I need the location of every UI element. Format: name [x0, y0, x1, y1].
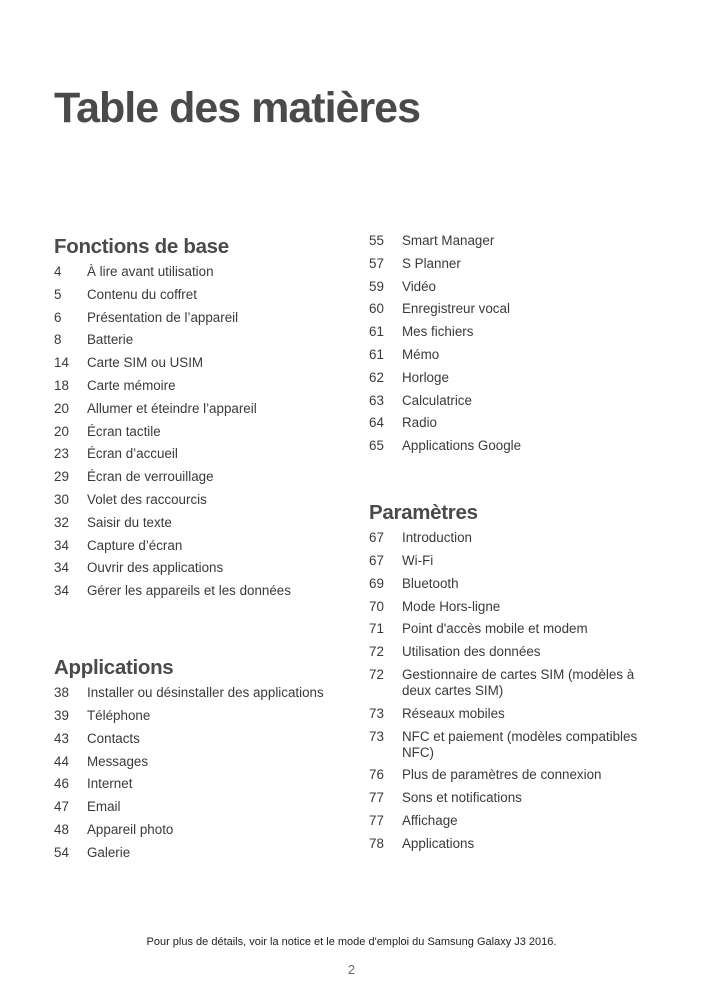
toc-entry[interactable]	[369, 576, 659, 592]
toc-entry-title: Introduction	[402, 530, 472, 546]
toc-entry-title: Écran de verrouillage	[87, 469, 214, 485]
toc-entry[interactable]	[369, 644, 659, 660]
toc-entry[interactable]	[54, 401, 344, 417]
toc-entry[interactable]	[54, 492, 344, 508]
toc-entry-page-number: 76	[369, 767, 384, 783]
toc-entry-title: Volet des raccourcis	[87, 491, 207, 507]
toc-entry-page-number: 72	[369, 666, 384, 682]
toc-entry[interactable]	[369, 790, 659, 806]
toc-entry-page-number: 67	[369, 552, 384, 568]
toc-entry-page-number: 63	[369, 392, 384, 408]
toc-entry-page-number: 71	[369, 621, 384, 637]
toc-entry-title: Saisir du texte	[87, 514, 172, 530]
toc-entry[interactable]	[369, 393, 659, 409]
toc-entry-title: Gestionnaire de cartes SIM (modèles à deux cartes SIM)	[402, 666, 635, 698]
toc-left-column	[54, 230, 344, 868]
page-number: 2	[347, 962, 356, 977]
toc-list-fonctions-de-base	[54, 264, 344, 599]
toc-entry-page-number: 70	[369, 598, 384, 614]
toc-entry-page-number: 34	[54, 537, 69, 553]
toc-entry-title: NFC et paiement (modèles compatibles NFC)	[402, 728, 638, 760]
toc-entry[interactable]	[54, 845, 344, 861]
toc-entry-title: Mémo	[402, 346, 440, 362]
toc-entry-page-number: 47	[54, 799, 69, 815]
toc-entry[interactable]	[54, 378, 344, 394]
toc-entry-title: Utilisation des données	[402, 644, 541, 660]
toc-entry-title: Téléphone	[87, 707, 151, 723]
toc-entry-page-number: 6	[54, 309, 62, 325]
toc-entry-page-number: 64	[369, 415, 384, 431]
toc-entry-title: Bluetooth	[402, 575, 459, 591]
toc-entry[interactable]	[54, 424, 344, 440]
toc-entry[interactable]	[369, 667, 659, 699]
toc-entry[interactable]	[54, 538, 344, 554]
section-applications-continued	[369, 233, 659, 454]
toc-entry-title: Vidéo	[402, 278, 437, 294]
toc-entry[interactable]	[369, 553, 659, 569]
toc-entry-title: Présentation de l’appareil	[87, 309, 239, 325]
footer-note: Pour plus de détails, voir la notice et le mode d'emploi du Samsung Galaxy J3 2016.	[146, 936, 557, 948]
toc-entry-title: Plus de paramètres de connexion	[402, 767, 602, 783]
toc-entry[interactable]	[369, 530, 659, 546]
toc-entry[interactable]	[369, 256, 659, 272]
toc-entry-page-number: 4	[54, 264, 62, 279]
section-heading-fonctions-de-base[interactable]: Fonctions de base	[54, 235, 229, 258]
toc-entry[interactable]	[54, 264, 344, 280]
toc-entry[interactable]	[369, 767, 659, 783]
toc-entry-title: Allumer et éteindre l’appareil	[87, 400, 257, 416]
toc-entry-page-number: 60	[369, 301, 384, 317]
section-applications	[54, 651, 344, 861]
toc-entry-page-number: 61	[369, 324, 384, 340]
toc-list-applications	[54, 685, 344, 861]
toc-entry-title: Contenu du coffret	[87, 286, 197, 302]
toc-entry[interactable]	[54, 287, 344, 303]
toc-entry[interactable]	[54, 799, 344, 815]
toc-entry-page-number: 23	[54, 446, 69, 462]
toc-entry[interactable]	[369, 415, 659, 431]
toc-entry-title: Applications	[402, 835, 475, 851]
toc-entry[interactable]	[369, 279, 659, 295]
toc-entry-title: Wi-Fi	[402, 552, 434, 568]
toc-entry-title: Carte SIM ou USIM	[87, 355, 204, 371]
toc-entry-title: Enregistreur vocal	[402, 301, 510, 317]
toc-entry-title: Mes fichiers	[402, 324, 474, 340]
toc-entry-title: À lire avant utilisation	[87, 264, 214, 279]
toc-entry-page-number: 14	[54, 355, 69, 371]
toc-entry-title: Capture d’écran	[87, 537, 183, 553]
toc-entry-page-number: 18	[54, 377, 69, 393]
section-heading-applications[interactable]: Applications	[54, 656, 174, 680]
toc-entry-title: Carte mémoire	[87, 377, 176, 393]
toc-entry[interactable]	[369, 706, 659, 722]
toc-entry-title: Ouvrir des applications	[87, 560, 224, 576]
toc-entry-title: Smart Manager	[402, 233, 495, 248]
toc-entry[interactable]	[54, 776, 344, 792]
toc-entry-title: S Planner	[402, 255, 461, 271]
toc-entry-title: Affichage	[402, 812, 458, 828]
toc-entry-page-number: 65	[369, 438, 384, 454]
toc-entry[interactable]	[369, 813, 659, 829]
toc-entry[interactable]	[54, 469, 344, 485]
toc-entry-title: Contacts	[87, 730, 140, 746]
toc-right-column	[369, 230, 659, 859]
toc-entry-page-number: 62	[369, 369, 384, 385]
toc-entry-page-number: 43	[54, 730, 69, 746]
toc-entry-title: Sons et notifications	[402, 790, 522, 806]
toc-entry[interactable]	[369, 301, 659, 317]
toc-entry-page-number: 44	[54, 753, 69, 769]
toc-entry-page-number: 5	[54, 286, 62, 302]
toc-entry-title: Écran d’accueil	[87, 446, 178, 462]
toc-entry-title: Radio	[402, 415, 437, 431]
toc-entry-page-number: 29	[54, 469, 69, 485]
section-fonctions-de-base	[54, 230, 344, 599]
toc-entry[interactable]	[54, 515, 344, 531]
toc-entry[interactable]	[54, 355, 344, 371]
toc-entry[interactable]	[54, 754, 344, 770]
toc-entry[interactable]	[54, 332, 344, 348]
toc-entry-page-number: 8	[54, 332, 62, 348]
toc-entry-page-number: 57	[369, 255, 384, 271]
toc-entry-page-number: 20	[54, 400, 69, 416]
toc-entry-page-number: 78	[369, 835, 384, 851]
toc-list-applications-continued	[369, 233, 659, 454]
toc-entry-page-number: 38	[54, 685, 69, 701]
toc-entry-page-number: 30	[54, 491, 69, 507]
toc-entry-title: Gérer les appareils et les données	[87, 583, 291, 599]
toc-entry-page-number: 69	[369, 575, 384, 591]
toc-entry-title: Calculatrice	[402, 392, 472, 408]
toc-entry[interactable]	[369, 324, 659, 340]
toc-entry-title: Installer ou désinstaller des applications	[87, 685, 324, 701]
toc-entry-title: Réseaux mobiles	[402, 705, 505, 721]
toc-entry[interactable]	[54, 310, 344, 326]
toc-entry-title: Batterie	[87, 332, 134, 348]
toc-entry[interactable]	[54, 731, 344, 747]
toc-entry-page-number: 54	[54, 844, 69, 860]
toc-entry-page-number: 73	[369, 728, 384, 744]
toc-entry[interactable]	[369, 729, 659, 761]
toc-entry-title: Messages	[87, 753, 149, 769]
toc-entry-title: Mode Hors-ligne	[402, 598, 501, 614]
toc-entry-page-number: 34	[54, 583, 69, 599]
toc-entry-page-number: 61	[369, 346, 384, 362]
toc-entry-title: Écran tactile	[87, 423, 161, 439]
toc-entry-page-number: 39	[54, 707, 69, 723]
toc-entry-title: Point d'accès mobile et modem	[402, 621, 588, 637]
toc-entry[interactable]	[369, 370, 659, 386]
page-title: Table des matières	[54, 84, 420, 132]
toc-entry-title: Appareil photo	[87, 821, 174, 837]
toc-entry[interactable]	[369, 621, 659, 637]
toc-entry[interactable]	[54, 822, 344, 838]
toc-entry-page-number: 77	[369, 790, 384, 806]
toc-entry[interactable]	[54, 708, 344, 724]
toc-entry-title: Applications Google	[402, 438, 522, 454]
toc-entry-page-number: 55	[369, 233, 384, 248]
toc-entry-page-number: 20	[54, 423, 69, 439]
toc-entry[interactable]	[369, 438, 659, 454]
toc-entry[interactable]	[369, 836, 659, 852]
toc-entry-page-number: 59	[369, 278, 384, 294]
toc-entry[interactable]	[54, 560, 344, 576]
toc-entry-page-number: 32	[54, 514, 69, 530]
toc-entry-page-number: 34	[54, 560, 69, 576]
toc-entry-page-number: 72	[369, 644, 384, 660]
toc-entry[interactable]	[369, 347, 659, 363]
toc-entry-page-number: 46	[54, 776, 69, 792]
toc-entry[interactable]	[369, 233, 659, 249]
toc-entry-title: Email	[87, 799, 121, 815]
section-heading-parametres[interactable]: Paramètres	[369, 501, 478, 525]
toc-entry[interactable]	[54, 446, 344, 462]
toc-entry[interactable]	[369, 599, 659, 615]
toc-entry[interactable]	[54, 685, 344, 701]
toc-list-parametres	[369, 530, 659, 852]
toc-entry-page-number: 48	[54, 821, 69, 837]
toc-entry-title: Galerie	[87, 844, 131, 860]
toc-entry-page-number: 77	[369, 812, 384, 828]
toc-entry-page-number: 73	[369, 705, 384, 721]
toc-entry-title: Internet	[87, 776, 133, 792]
toc-entry[interactable]	[54, 583, 344, 599]
toc-entry-page-number: 67	[369, 530, 384, 546]
toc-entry-title: Horloge	[402, 369, 449, 385]
section-parametres	[369, 496, 659, 852]
